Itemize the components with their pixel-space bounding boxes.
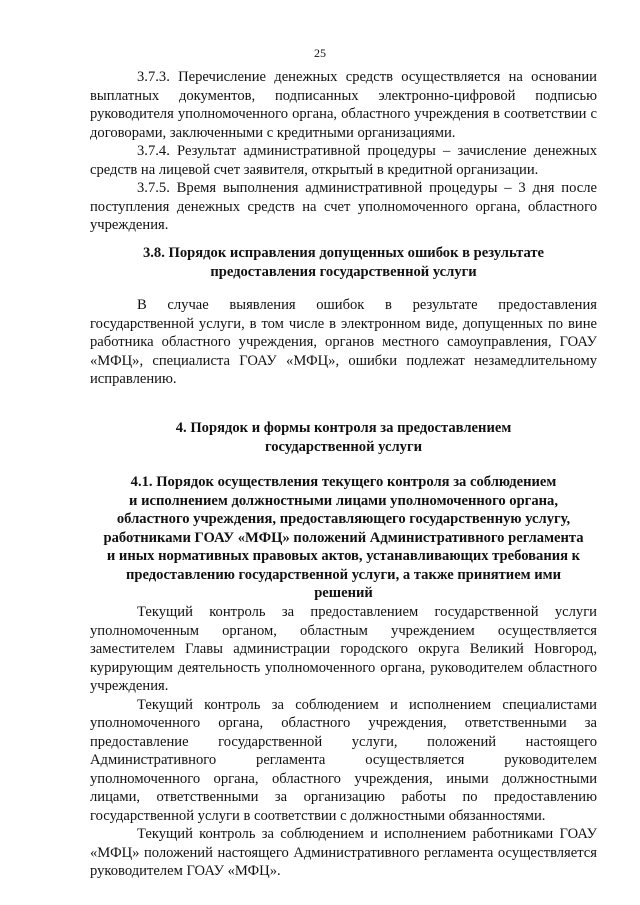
heading-3-8 (90, 244, 597, 281)
paragraph-4-1-a: Текущий контроль за предоставлением государственной услуги уполномоченным органом, областным учреждением осуществляется заместителем Главы администрации городского округа Великий Новгород, курирующим деятельность уполномоченного органа, руководителем областного учреждения. (90, 604, 597, 694)
section-3-8-text (90, 296, 597, 389)
paragraph-4-1-b: Текущий контроль за соблюдением и исполнением специалистами уполномоченного органа, областного учреждения, ответственными за предоставление государственной услуги, положений настоящего Административного регламента осуществляется руководителем уполномоченного органа, областного учреждения, иными должностными лицами, ответственными за организацию работы по предоставлению государственной услуги в соответствии с должностными обязанностями. (90, 696, 597, 824)
heading-4-line: 4. Порядок и формы контроля за предоставлением (175, 420, 512, 436)
heading-4-line: государственной услуги (264, 438, 423, 455)
heading-4-1-line: областного учреждения, предоставляющего государственную услугу, (116, 511, 571, 527)
heading-4-1-line: и иных нормативных правовых актов, устанавливающих требования к (106, 548, 581, 564)
paragraph-4-1-c: Текущий контроль за соблюдением и исполнением работниками ГОАУ «МФЦ» положений настоящего Административного регламента осуществляется руководителем ГОАУ «МФЦ». (90, 826, 597, 879)
paragraph-3-8: В случае выявления ошибок в результате предоставления государственной услуги, в том числе в электронном виде, допущенных по вине работника областного учреждения, органов местного самоуправления, ГОАУ «МФЦ», специалиста ГОАУ «МФЦ», ошибки подлежат незамедлительному исправлению. (90, 297, 597, 387)
heading-4-1-line: и исполнением должностными лицами уполномоченного органа, (129, 492, 558, 509)
paragraph-3-7-4: 3.7.4. Результат административной процедуры – зачисление денежных средств на лицевой счет заявителя, открытый в кредитной организации. (90, 143, 597, 178)
heading-4-1-line: решений (314, 585, 373, 601)
paragraph-3-7-3: 3.7.3. Перечисление денежных средств осуществляется на основании выплатных документов, подписанных электронно-цифровой подписью руководителя уполномоченного органа, областного учреждения в соответствии с договорами, заключенными с кредитными организациями. (90, 69, 597, 141)
heading-4-1 (90, 473, 597, 603)
page-number: 25 (314, 46, 326, 60)
heading-3-8-line: 3.8. Порядок исправления допущенных ошибок в результате (142, 245, 545, 261)
heading-4 (90, 419, 597, 456)
section-4-1-paragraphs (90, 603, 597, 881)
heading-4-1-line: 4.1. Порядок осуществления текущего контроля за соблюдением (130, 474, 557, 490)
heading-4-1-line: работниками ГОАУ «МФЦ» положений Административного регламента (103, 529, 584, 546)
section-3-7-paragraphs (90, 68, 597, 235)
heading-3-8-line: предоставления государственной услуги (210, 263, 477, 280)
heading-4-1-line: предоставлению государственной услуги, а также принятием ими (125, 566, 562, 583)
paragraph-3-7-5: 3.7.5. Время выполнения административной процедуры – 3 дня после поступления денежных средств на счет уполномоченного органа, областного учреждения. (90, 180, 597, 233)
